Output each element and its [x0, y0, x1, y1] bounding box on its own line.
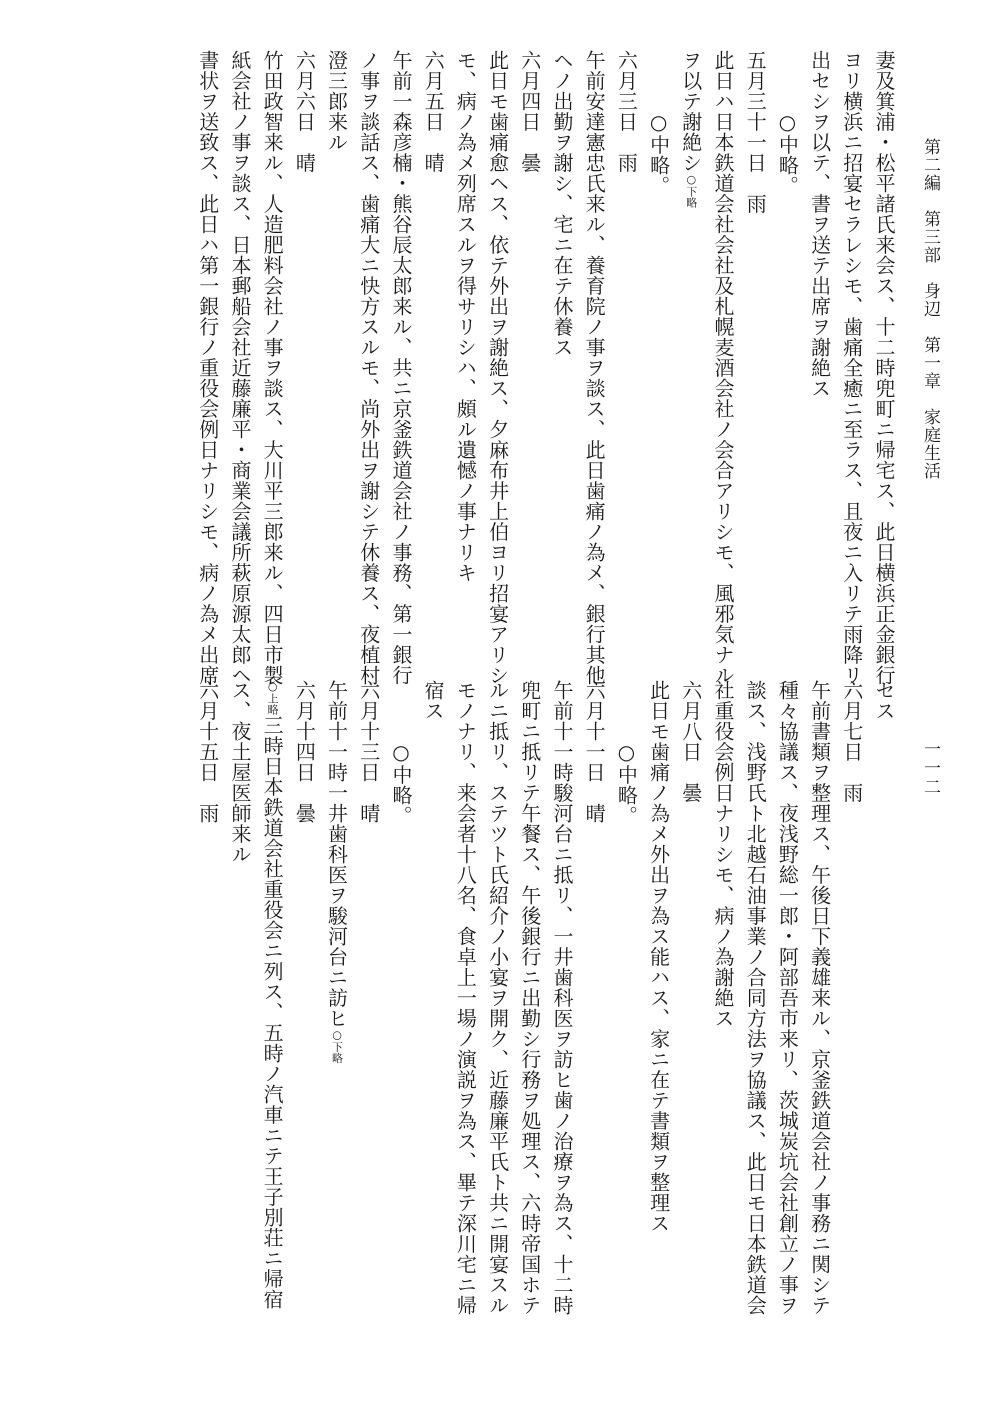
text-line: [836, 680, 868, 1280]
line-text: 六月七日 雨: [839, 680, 864, 803]
line-text: 五月三十一日 雨: [743, 50, 768, 214]
text-line: [514, 680, 546, 1316]
line-text: 三時日本鉄道会社重役会ニ列ス、五時ノ汽車ニテ王子別荘ニ帰宿: [260, 715, 285, 1310]
text-line: [707, 680, 739, 1280]
inline-note: ○下略: [330, 1028, 344, 1064]
text-line: [256, 50, 288, 686]
line-text: 午前十一時駿河台ニ抵リ、一井歯科医ヲ訪ヒ歯ノ治療ヲ為ス、十二時: [549, 680, 574, 1316]
text-line: [288, 50, 320, 650]
upper-text-block: [192, 50, 900, 686]
line-text: 六月十三日 晴: [356, 680, 381, 824]
line-text: 六月十一日 晴: [582, 680, 607, 824]
text-line: [868, 680, 900, 1280]
text-line: [868, 50, 900, 686]
text-line: [578, 680, 610, 1280]
line-text: 午前十一時一井歯科医ヲ駿河台ニ訪ヒ: [324, 680, 349, 1029]
line-text: ス、夜土屋医師来ル: [227, 680, 252, 865]
line-text: 午前安達憲忠氏来ル、養育院ノ事ヲ談ス、此日歯痛ノ為メ、銀行其他: [582, 50, 607, 686]
line-text: 午前書類ヲ整理ス、午後日下義雄来ル、京釜鉄道会社ノ事務ニ関シテ: [807, 680, 832, 1316]
line-text: 妻及箕浦・松平諸氏来会ス、十二時兜町ニ帰宅ス、此日横浜正金銀行: [872, 50, 896, 686]
line-text: モノナリ、来会者十八名、食卓上一場ノ演説ヲ為ス、畢テ深川宅ニ帰: [453, 680, 478, 1316]
inline-note: ○下略: [684, 173, 698, 208]
text-line: [739, 680, 771, 1316]
text-line: [256, 680, 288, 1310]
omission-mark: [771, 50, 803, 650]
line-text: 談ス、浅野氏ト北越石油事業ノ合同方法ヲ協議ス、此日モ日本鉄道会: [743, 680, 768, 1316]
line-text: 六月六日 晴: [292, 50, 317, 173]
line-text: 澄三郎来ル: [324, 50, 349, 153]
omission-mark: [642, 50, 674, 650]
line-text: 此日ハ日本鉄道会社会社及札幌麦酒会社ノ会合アリシモ、風邪気ナル: [710, 50, 735, 686]
line-text: ○中略。: [388, 740, 413, 826]
text-line: [224, 50, 256, 686]
line-text: ○中略。: [614, 740, 639, 826]
line-text: 六月三日 雨: [614, 50, 639, 173]
text-line: [320, 680, 352, 1280]
text-line: [385, 50, 417, 686]
text-line: [546, 50, 578, 650]
line-text: 六月十四日 曇: [292, 680, 317, 824]
line-text: ヘノ出勤ヲ謝シ、宅ニ在テ休養ス: [549, 50, 574, 358]
line-text: 紙会社ノ事ヲ談ス、日本郵船会社近藤廉平・商業会議所萩原源太郎ヘ: [227, 50, 252, 686]
line-text: ○中略。: [646, 110, 671, 196]
line-text: 出セシヲ以テ、書ヲ送テ出席ヲ謝絶ス: [807, 50, 832, 399]
text-line: [803, 680, 835, 1316]
running-header: 第二編 第三部 身辺 第一章 家庭生活: [920, 138, 940, 480]
line-text: 書状ヲ送致ス、此日ハ第一銀行ノ重役会例日ナリシモ、病ノ為メ出席: [195, 50, 220, 686]
line-text: 此日モ歯痛ノ為メ外出ヲ為ス能ハス、家ニ在テ書類ヲ整理ス: [646, 680, 671, 1234]
line-text: 午前一森彦楠・熊谷辰太郎来ル、共ニ京釜鉄道会社ノ事務、第一銀行: [388, 50, 413, 686]
line-text: 種々協議ス、夜浅野総一郎・阿部吾市来リ、茨城炭坑会社創立ノ事ヲ: [775, 680, 800, 1316]
line-text: 六月五日 晴: [421, 50, 446, 173]
line-text: ○中略。: [775, 110, 800, 196]
text-line: [288, 680, 320, 1280]
text-line: [739, 50, 771, 650]
text-line: [675, 680, 707, 1280]
text-line: [481, 50, 513, 686]
lower-text-block: [192, 680, 900, 1316]
text-line: [803, 50, 835, 650]
text-line: [320, 50, 352, 650]
text-line: [192, 50, 224, 686]
text-line: [353, 50, 385, 686]
text-line: [514, 50, 546, 650]
text-line: [707, 50, 739, 686]
line-text: セス: [872, 680, 896, 721]
text-line: [353, 680, 385, 1280]
text-line: [675, 50, 707, 650]
text-line: [417, 50, 449, 650]
page-number: 一一二: [920, 740, 940, 797]
line-text: 兜町ニ抵リテ午餐ス、午後銀行ニ出勤シ行務ヲ処理ス、六時帝国ホテ: [517, 680, 542, 1316]
text-line: [192, 680, 224, 1280]
inline-note: ○上略: [266, 680, 280, 715]
line-text: ルニ抵リ、ステツト氏紹介ノ小宴ヲ開ク、近藤廉平氏ト共ニ開宴スル: [485, 680, 510, 1316]
text-line: [481, 680, 513, 1316]
text-line: [546, 680, 578, 1316]
text-line: [836, 50, 868, 686]
line-text: 此日モ歯痛愈ヘス、依テ外出ヲ謝絶ス、夕麻布井上伯ヨリ招宴アリシ: [485, 50, 510, 686]
line-text: 宿ス: [421, 680, 446, 721]
text-line: [610, 50, 642, 650]
text-line: [578, 50, 610, 686]
omission-mark: [610, 680, 642, 1280]
line-text: モ、病ノ為メ列席スルヲ得サリシハ、頗ル遺憾ノ事ナリキ: [453, 50, 478, 583]
line-text: 六月十五日 雨: [195, 680, 220, 824]
line-text: 竹田政智来ル、人造肥料会社ノ事ヲ談ス、大川平三郎来ル、四日市製: [260, 50, 285, 686]
text-line: [642, 680, 674, 1280]
line-text: ヲ以テ謝絶シ: [678, 50, 703, 173]
text-line: [417, 680, 449, 1280]
line-text: 六月八日 曇: [678, 680, 703, 803]
text-line: [449, 680, 481, 1316]
text-line: [224, 680, 256, 1280]
line-text: ヨリ横浜ニ招宴セラレシモ、歯痛全癒ニ至ラス、且夜ニ入リテ雨降リ: [839, 50, 864, 686]
line-text: 社重役会例日ナリシモ、病ノ為謝絶ス: [710, 680, 735, 1029]
line-text: ノ事ヲ談話ス、歯痛大ニ快方スルモ、尚外出ヲ謝シテ休養ス、夜植村: [356, 50, 381, 686]
text-line: [771, 680, 803, 1316]
text-line: [449, 50, 481, 650]
line-text: 六月四日 曇: [517, 50, 542, 173]
omission-mark: [385, 680, 417, 1280]
